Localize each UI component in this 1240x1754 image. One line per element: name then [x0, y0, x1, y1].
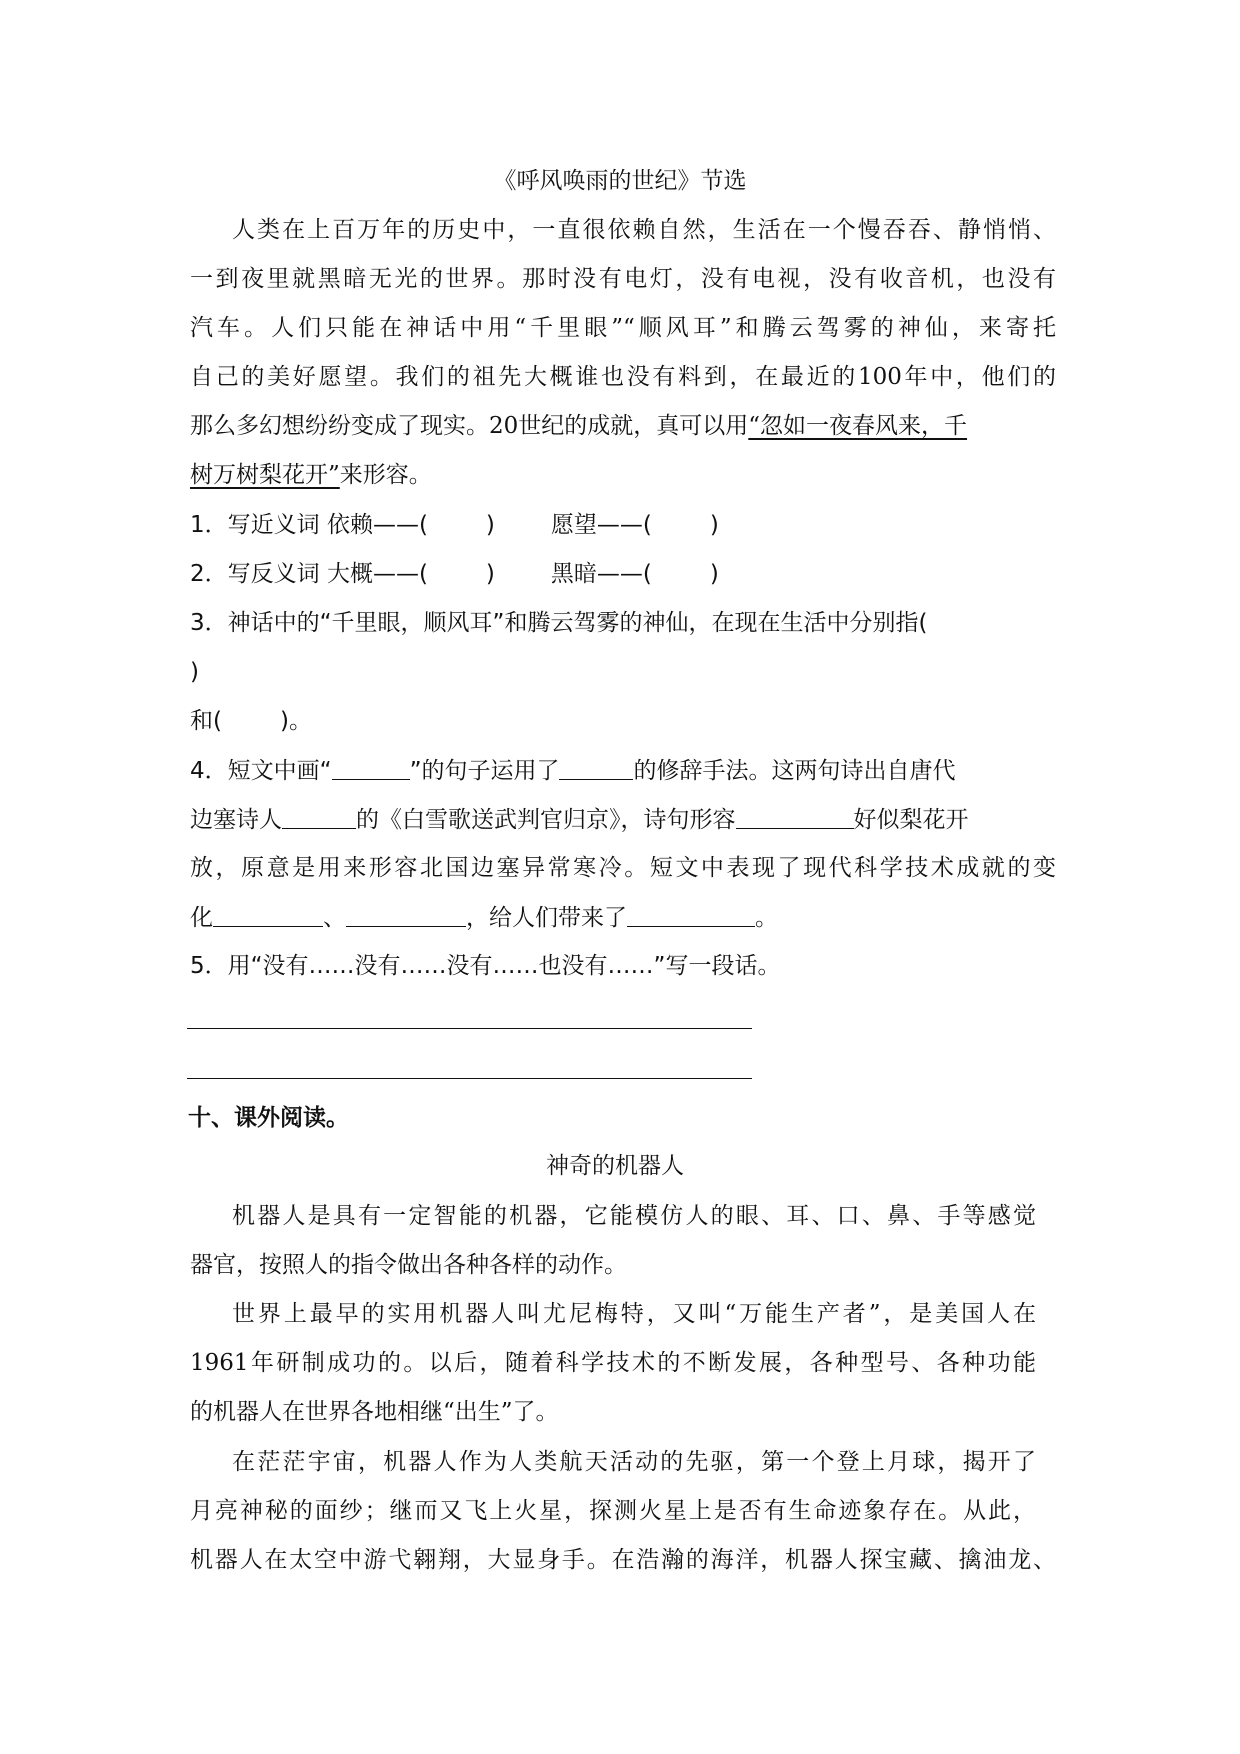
- question-3-line: [190, 706, 312, 736]
- fill-blank[interactable]: [332, 755, 410, 780]
- question-4-line: [190, 804, 969, 835]
- reading-line: 的机器人在世界各地相继“出生”了。: [190, 1399, 559, 1425]
- reading-line: 器官，按照人的指令做出各种各样的动作。: [190, 1252, 627, 1278]
- question-5: 5．用“没有……没有……没有……也没有……”写一段话。: [190, 953, 781, 979]
- reading-line: 世界上最早的实用机器人叫尤尼梅特，又叫“万能生产者”，是美国人在: [232, 1301, 1036, 1327]
- question-2-label: 2．写反义词 大概——(: [190, 561, 428, 587]
- passage-text: 来形容。: [339, 462, 432, 488]
- question-4-text: 化: [190, 905, 213, 931]
- paren-close: ): [485, 561, 495, 587]
- passage-line: 一到夜里就黑暗无光的世界。那时没有电灯，没有电视，没有收音机，也没有: [190, 266, 1056, 292]
- reading-title: 神奇的机器人: [546, 1153, 684, 1179]
- fill-blank[interactable]: [627, 902, 755, 927]
- paren-close: ): [485, 512, 495, 538]
- question-4-text: 边塞诗人: [190, 807, 282, 833]
- fill-blank[interactable]: [559, 755, 633, 780]
- passage-text: 那么多幻想纷纷变成了现实。20世纪的成就，真可以用: [190, 413, 749, 439]
- answer-line[interactable]: [187, 1028, 752, 1029]
- passage-line: 汽车。人们只能在神话中用“千里眼”“顺风耳”和腾云驾雾的神仙，来寄托: [190, 315, 1056, 341]
- reading-line: 1961年研制成功的。以后，随着科学技术的不断发展，各种型号、各种功能: [190, 1350, 1036, 1376]
- passage-line: [190, 460, 432, 490]
- question-3-text: 和(: [190, 708, 222, 734]
- fill-blank[interactable]: [213, 902, 323, 927]
- question-2: [190, 559, 719, 589]
- reading-line: 机器人在太空中游弋翱翔，大显身手。在浩瀚的海洋，机器人探宝藏、擒油龙、: [190, 1547, 1056, 1573]
- question-4-line: [190, 755, 955, 786]
- passage-title: 《呼风唤雨的世纪》节选: [493, 168, 747, 194]
- passage-line: 自己的美好愿望。我们的祖先大概谁也没有料到，在最近的100年中，他们的: [190, 364, 1056, 390]
- question-4-text: 。: [755, 905, 778, 931]
- question-2-second: 黑暗——(: [550, 561, 652, 587]
- question-4-text: 的修辞手法。这两句诗出自唐代: [633, 758, 956, 784]
- paren-close: ): [709, 561, 719, 587]
- fill-blank[interactable]: [346, 902, 466, 927]
- question-4-text: ”的句子运用了: [409, 758, 560, 784]
- question-3-text: )。: [279, 708, 312, 734]
- question-4-text: 的《白雪歌送武判官归京》，诗句形容: [356, 807, 736, 833]
- question-1-label: 1．写近义词 依赖——(: [190, 512, 428, 538]
- question-4-text: 、: [323, 905, 346, 931]
- question-4-text: 4．短文中画“: [190, 758, 332, 784]
- question-1-second: 愿望——(: [550, 512, 652, 538]
- passage-line: [190, 411, 1056, 441]
- reading-line: 机器人是具有一定智能的机器，它能模仿人的眼、耳、口、鼻、手等感觉: [232, 1203, 1036, 1229]
- question-4-text: 好似梨花开: [853, 807, 969, 833]
- paren-close: ): [709, 512, 719, 538]
- answer-line[interactable]: [187, 1078, 752, 1079]
- question-4-line: 放，原意是用来形容北国边塞异常寒冷。短文中表现了现代科学技术成就的变: [190, 855, 1056, 881]
- section-heading: 十、课外阅读。: [188, 1105, 349, 1131]
- reading-line: 在茫茫宇宙，机器人作为人类航天活动的先驱，第一个登上月球，揭开了: [232, 1449, 1036, 1475]
- passage-line: 人类在上百万年的历史中，一直很依赖自然，生活在一个慢吞吞、静悄悄、: [232, 217, 1056, 243]
- underlined-poem-line: “忽如一夜春风来，千: [748, 413, 968, 439]
- question-3-line: ): [190, 659, 199, 685]
- fill-blank[interactable]: [736, 804, 854, 829]
- reading-line: 月亮神秘的面纱；继而又飞上火星，探测火星上是否有生命迹象存在。从此，: [190, 1498, 1036, 1524]
- question-3-line: 3．神话中的“千里眼，顺风耳”和腾云驾雾的神仙，在现在生活中分别指(: [190, 610, 928, 636]
- question-4-line: [190, 902, 778, 933]
- question-4-text: ，给人们带来了: [466, 905, 627, 931]
- question-1: [190, 510, 719, 540]
- fill-blank[interactable]: [282, 804, 356, 829]
- underlined-poem-line: 树万树梨花开”: [190, 462, 340, 488]
